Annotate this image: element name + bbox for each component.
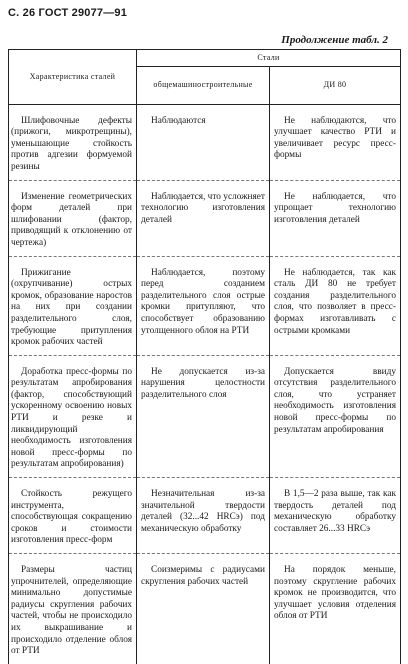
di80-text: Не наблюдается, что упрощает технологию изготовления деталей bbox=[274, 191, 396, 225]
di80-cell bbox=[270, 256, 401, 355]
di80-cell bbox=[270, 355, 401, 477]
di80-cell bbox=[270, 554, 401, 664]
characteristic-cell bbox=[9, 180, 137, 256]
characteristic-cell bbox=[9, 478, 137, 554]
di80-text: В 1,5—2 раза выше, так как твердость деталей под механическую обработку составляет 26...33 HRCэ bbox=[274, 489, 396, 534]
table-row bbox=[9, 554, 401, 664]
characteristic-cell bbox=[9, 104, 137, 180]
di80-text: На порядок меньше, поэтому скругление рабочих кромок не производится, что улучшает условия отделения облоя от РТИ bbox=[274, 565, 396, 622]
general-steels-cell bbox=[137, 104, 270, 180]
characteristic-cell bbox=[9, 256, 137, 355]
characteristic-text: Шлифовочные дефекты (прижоги, микротрещины), уменьшающие стойкость против адгезии формуемой резины bbox=[11, 115, 132, 172]
table-row bbox=[9, 104, 401, 180]
general-steels-text: Не допускается из-за нарушения целостности разделительного слоя bbox=[141, 366, 265, 400]
header-general-steels: общемашиностроительные bbox=[137, 66, 270, 104]
table-row bbox=[9, 478, 401, 554]
header-characteristic: Характеристика сталей bbox=[9, 50, 137, 105]
di80-text: Не наблюдаются, что улучшает качество РТИ и увеличивает ресурс пресс-формы bbox=[274, 115, 396, 161]
characteristic-text: Доработка пресс-формы по результатам апробирования (фактор, способствующий ускоренному освоению новых РТИ и резке и ликвидирующий необходимость изготовления новой пресс-формы по результатам апробирования) bbox=[11, 366, 132, 470]
steel-comparison-table bbox=[8, 49, 401, 664]
general-steels-cell bbox=[137, 554, 270, 664]
characteristic-text: Размеры частиц упрочнителей, определяющие минимально допустимые радиусы скругления рабочих частей, чтобы не происходило их выкрашивание и происходило отделение облоя от РТИ bbox=[11, 565, 132, 657]
header-di80: ДИ 80 bbox=[270, 66, 401, 104]
di80-cell bbox=[270, 478, 401, 554]
di80-cell bbox=[270, 180, 401, 256]
general-steels-text: Наблюдается, что усложняет технологию изготовления деталей bbox=[141, 191, 265, 225]
general-steels-cell bbox=[137, 478, 270, 554]
general-steels-cell bbox=[137, 256, 270, 355]
characteristic-text: Изменение геометрических форм деталей при шлифовании (фактор, приводящий к отклонению от чертежа) bbox=[11, 191, 132, 248]
characteristic-cell bbox=[9, 355, 137, 477]
table-row bbox=[9, 355, 401, 477]
table-row bbox=[9, 256, 401, 355]
general-steels-text: Соизмеримы с радиусами скругления рабочих частей bbox=[141, 565, 265, 587]
di80-cell bbox=[270, 104, 401, 180]
characteristic-cell bbox=[9, 554, 137, 664]
characteristic-text: Прижигание (охрупчивание) острых кромок, образование наростов на них при создании разделительного слоя, требующие притупления кромок рабочих частей bbox=[11, 267, 132, 348]
di80-text: Допускается ввиду отсутствия разделительного слоя, что устраняет необходимость изготовления новой пресс-формы по результатам апробирования bbox=[274, 366, 396, 435]
general-steels-text: Незначительная из-за значительной твердости деталей (32...42 HRCэ) под механическую обработку bbox=[141, 489, 265, 534]
table-row bbox=[9, 180, 401, 256]
table-continuation-label: Продолжение табл. 2 bbox=[281, 34, 388, 46]
page-header: С. 26 ГОСТ 29077—91 bbox=[8, 7, 128, 19]
characteristic-text: Стойкость режущего инструмента, способствующая сокращению сроков и стоимости изготовления пресс-форм bbox=[11, 489, 132, 546]
general-steels-cell bbox=[137, 180, 270, 256]
header-steels-group: Стали bbox=[137, 50, 401, 67]
di80-text: Не наблюдается, так как сталь ДИ 80 не требует создания разделительного слоя, что позволяет в пресс-формах изготавливать с острыми кромками bbox=[274, 267, 396, 336]
general-steels-text: Наблюдается, поэтому перед созданием разделительного слоя острые кромки притупляют, что способствует образованию утолщенного облоя на РТИ bbox=[141, 267, 265, 336]
general-steels-cell bbox=[137, 355, 270, 477]
general-steels-text: Наблюдаются bbox=[151, 115, 206, 126]
